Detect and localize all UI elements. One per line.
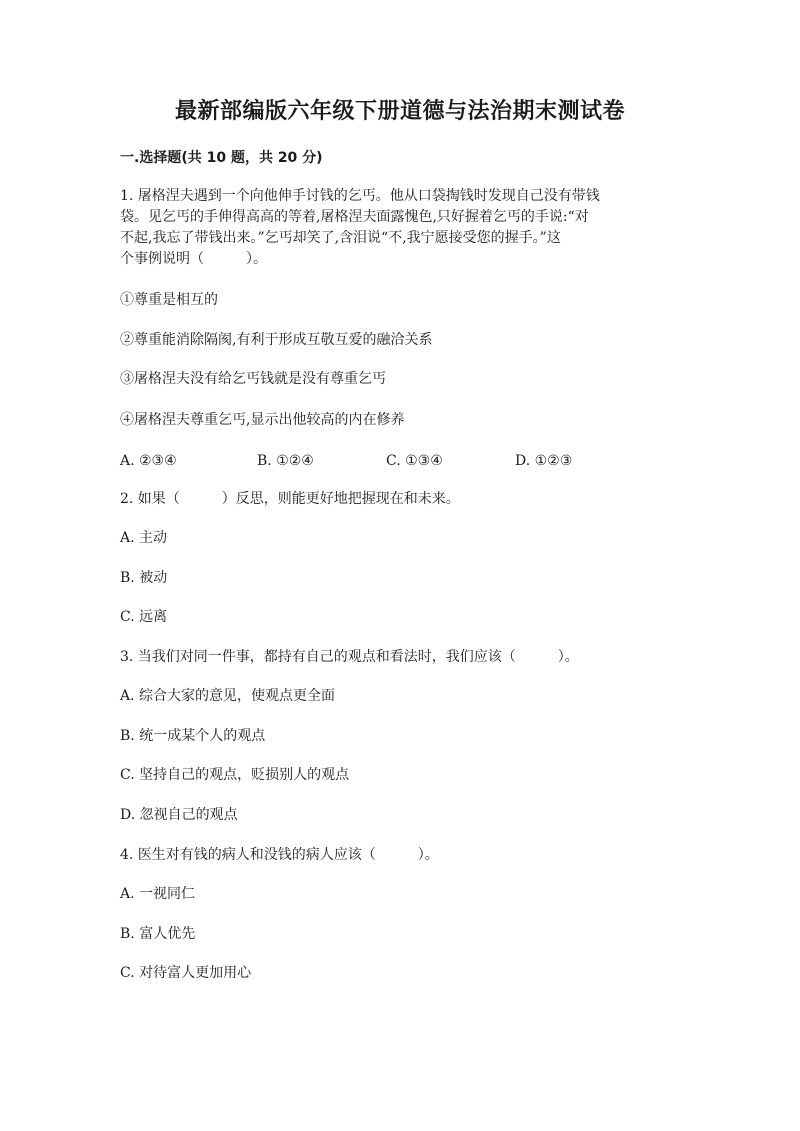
question-1-stem-line: 1. 屠格涅夫遇到一个向他伸手讨钱的乞丐。他从口袋掏钱时发现自己没有带钱	[120, 188, 600, 204]
question-1-stem	[120, 186, 688, 270]
section-heading: 一.选择题(共 10 题，共 20 分)	[120, 150, 323, 166]
question-3-option-d[interactable]: D. 忽视自己的观点	[120, 807, 238, 823]
exam-title: 最新部编版六年级下册道德与法治期末测试卷	[174, 99, 625, 124]
question-2-option-a[interactable]: A. 主动	[120, 530, 168, 546]
question-1-statement-3: ③屠格涅夫没有给乞丐钱就是没有尊重乞丐	[120, 371, 386, 387]
question-4-option-c[interactable]: C. 对待富人更加用心	[120, 965, 252, 981]
question-4-option-b[interactable]: B. 富人优先	[120, 926, 196, 942]
question-1-stem-line: 个事例说明（ ）。	[120, 251, 267, 267]
question-2-option-c[interactable]: C. 远离	[120, 609, 168, 625]
question-2-option-b[interactable]: B. 被动	[120, 570, 168, 586]
question-3-stem: 3. 当我们对同一件事，都持有自己的观点和看法时，我们应该（ ）。	[120, 649, 579, 665]
question-2-stem: 2. 如果（ ）反思，则能更好地把握现在和未来。	[120, 491, 460, 507]
question-1-option-c[interactable]: C. ①③④	[386, 453, 443, 469]
question-1-option-d[interactable]: D. ①②③	[515, 453, 573, 469]
question-4-stem: 4. 医生对有钱的病人和没钱的病人应该（ ）。	[120, 847, 439, 863]
question-3-option-a[interactable]: A. 综合大家的意见，使观点更全面	[120, 688, 336, 704]
question-1-option-a[interactable]: A. ②③④	[120, 453, 177, 469]
question-1-option-b[interactable]: B. ①②④	[257, 453, 314, 469]
question-1-stem-line: 袋。见乞丐的手伸得高高的等着,屠格涅夫面露愧色,只好握着乞丐的手说:“对	[120, 209, 589, 225]
question-1-statement-2: ②尊重能消除隔阂,有利于形成互敬互爱的融洽关系	[120, 332, 433, 348]
question-3-option-b[interactable]: B. 统一成某个人的观点	[120, 728, 266, 744]
question-1-statement-4: ④屠格涅夫尊重乞丐,显示出他较高的内在修养	[120, 412, 405, 428]
question-4-option-a[interactable]: A. 一视同仁	[120, 886, 196, 902]
question-1-stem-line: 不起,我忘了带钱出来。”乞丐却笑了,含泪说“不,我宁愿接受您的握手。”这	[120, 230, 561, 246]
question-3-option-c[interactable]: C. 坚持自己的观点，贬损别人的观点	[120, 767, 350, 783]
question-1-statement-1: ①尊重是相互的	[120, 292, 218, 308]
